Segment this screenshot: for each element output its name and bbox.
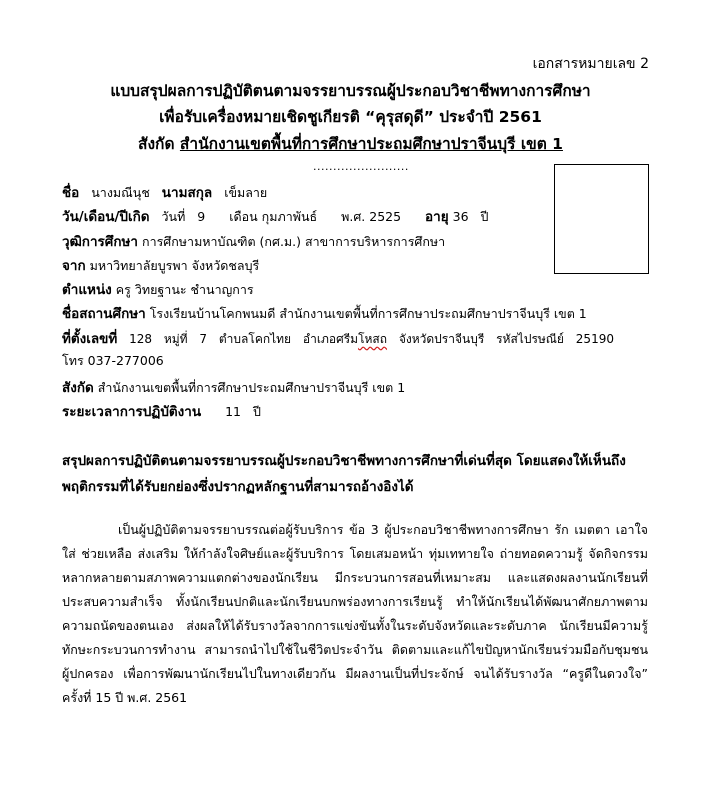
address-number: 128 bbox=[129, 332, 153, 346]
form-affiliation-heading bbox=[0, 131, 709, 156]
education-label: วุฒิการศึกษา bbox=[62, 234, 139, 250]
separator-dots: ........................ bbox=[313, 160, 409, 173]
dob-year-label: พ.ศ. bbox=[341, 209, 366, 224]
surname-value: เข็มลาย bbox=[224, 185, 268, 200]
phone-label: โทร bbox=[62, 353, 84, 368]
address-tambon: ตำบลโคกไทย bbox=[218, 332, 292, 346]
address-amphoe-spellcheck: โหสถ bbox=[358, 332, 388, 346]
name-label: ชื่อ bbox=[62, 185, 80, 201]
summary-heading: สรุปผลการปฏิบัติตนตามจรรยาบรรณผู้ประกอบวิชาชีพทางการศึกษาที่เด่นที่สุด โดยแสดงให้เห็นถึงพฤติกรรมที่ได้รับยกย่องซึ่งปรากฏหลักฐานที่สามารถอ้างอิงได้ bbox=[62, 453, 626, 495]
position-label: ตำแหน่ง bbox=[62, 282, 112, 298]
position-row bbox=[62, 278, 254, 300]
phone-row bbox=[62, 351, 164, 371]
address-province: จังหวัดปราจีนบุรี bbox=[398, 332, 485, 346]
age-value: 36 bbox=[452, 209, 469, 224]
school-value: โรงเรียนบ้านโคกพนมดี สำนักงานเขตพื้นที่การศึกษาประถมศึกษาปราจีนบุรี เขต 1 bbox=[149, 306, 587, 321]
photo-placeholder bbox=[554, 164, 649, 274]
dob-day: 9 bbox=[197, 209, 206, 224]
address-postal: 25190 bbox=[575, 332, 614, 346]
dob-month: กุมภาพันธ์ bbox=[261, 209, 318, 224]
dob-label: วัน/เดือน/ปีเกิด bbox=[62, 209, 150, 225]
address-amphoe-label: อำเภอศรีม bbox=[302, 332, 359, 346]
address-row bbox=[62, 327, 614, 349]
address-postal-label: รหัสไปรษณีย์ bbox=[496, 332, 564, 346]
institution-label: จาก bbox=[62, 258, 86, 274]
position-value: ครู วิทยฐานะ ชำนาญการ bbox=[115, 282, 254, 297]
dob-row bbox=[62, 205, 488, 227]
age-label: อายุ bbox=[425, 209, 449, 225]
duration-row bbox=[62, 400, 261, 422]
dob-year: 2525 bbox=[369, 209, 402, 224]
age-unit: ปี bbox=[480, 209, 489, 224]
affiliation-heading-label: สังกัด bbox=[138, 135, 175, 153]
form-subtitle: เพื่อรับเครื่องหมายเชิดชูเกียรติ “คุรุสดุดี” ประจำปี 2561 bbox=[159, 108, 542, 126]
name-row bbox=[62, 181, 267, 203]
institution-row bbox=[62, 254, 259, 276]
duration-label: ระยะเวลาการปฏิบัติงาน bbox=[62, 404, 202, 420]
body-paragraph: เป็นผู้ปฏิบัติตามจรรยาบรรณต่อผู้รับบริการ ข้อ 3 ผู้ประกอบวิชาชีพทางการศึกษา รัก เมตตา เอาใจใส่ ช่วยเหลือ ส่งเสริม ให้กำลังใจศิษย์และผู้รับบริการ โดยเสมอหน้า ทุ่มเททายใจ ถ่ายทอดความรู้ จัดกิจกรรมหลากหลายตามสภาพความแตกต่างของนักเรียน มีกระบวนการสอนที่เหมาะสม และแสดงผลงานนักเรียนที่ประสบความสำเร็จ ทั้งนักเรียนปกติและนักเรียนบกพร่องทางการเรียนรู้ ทำให้นักเรียนได้พัฒนาศักยภาพตามความถนัดของตนเอง ส่งผลให้ได้รับรางวัลจากการแข่งขันทั้งในระดับจังหวัดและระดับภาค นักเรียนมีความรู้ทักษะกระบวนการทำงาน สามารถนำไปใช้ในชีวิตประจำวัน ติดตามและแก้ไขปัญหานักเรียนร่วมมือกับชุมชน ผู้ปกครอง เพื่อการพัฒนานักเรียนไปในทางเดียวกัน มีผลงานเป็นที่ประจักษ์ จนได้รับรางวัล “ครูดีในดวงใจ” ครั้งที่ 15 ปี พ.ศ. 2561 bbox=[62, 522, 648, 705]
form-title: แบบสรุปผลการปฏิบัติตนตามจรรยาบรรณผู้ประกอบวิชาชีพทางการศึกษา bbox=[110, 82, 591, 100]
name-value: นางมณีนุช bbox=[91, 185, 150, 200]
address-moo: 7 bbox=[199, 332, 208, 346]
duration-value: 11 bbox=[225, 404, 241, 419]
affiliation-heading-value: สำนักงานเขตพื้นที่การศึกษาประถมศึกษาปราจีนบุรี เขต 1 bbox=[179, 135, 563, 153]
phone-value: 037-277006 bbox=[87, 353, 164, 368]
education-row bbox=[62, 230, 445, 252]
duration-unit: ปี bbox=[252, 404, 261, 419]
affiliation-row bbox=[62, 376, 405, 398]
dob-month-label: เดือน bbox=[229, 209, 258, 224]
school-label: ชื่อสถานศึกษา bbox=[62, 306, 146, 322]
institution-value: มหาวิทยาลัยบูรพา จังหวัดชลบุรี bbox=[89, 258, 260, 273]
surname-label: นามสกุล bbox=[161, 185, 213, 201]
education-value: การศึกษามหาบัณฑิต (กศ.ม.) สาขาการบริหารการศึกษา bbox=[142, 234, 446, 249]
address-label: ที่ตั้งเลขที่ bbox=[62, 331, 118, 347]
dob-day-label: วันที่ bbox=[161, 209, 186, 224]
affiliation-label: สังกัด bbox=[62, 380, 94, 396]
address-moo-label: หมู่ที่ bbox=[163, 332, 188, 346]
school-row bbox=[62, 302, 587, 324]
document-number: เอกสารหมายเลข 2 bbox=[532, 56, 649, 72]
affiliation-value: สำนักงานเขตพื้นที่การศึกษาประถมศึกษาปราจีนบุรี เขต 1 bbox=[97, 380, 406, 395]
